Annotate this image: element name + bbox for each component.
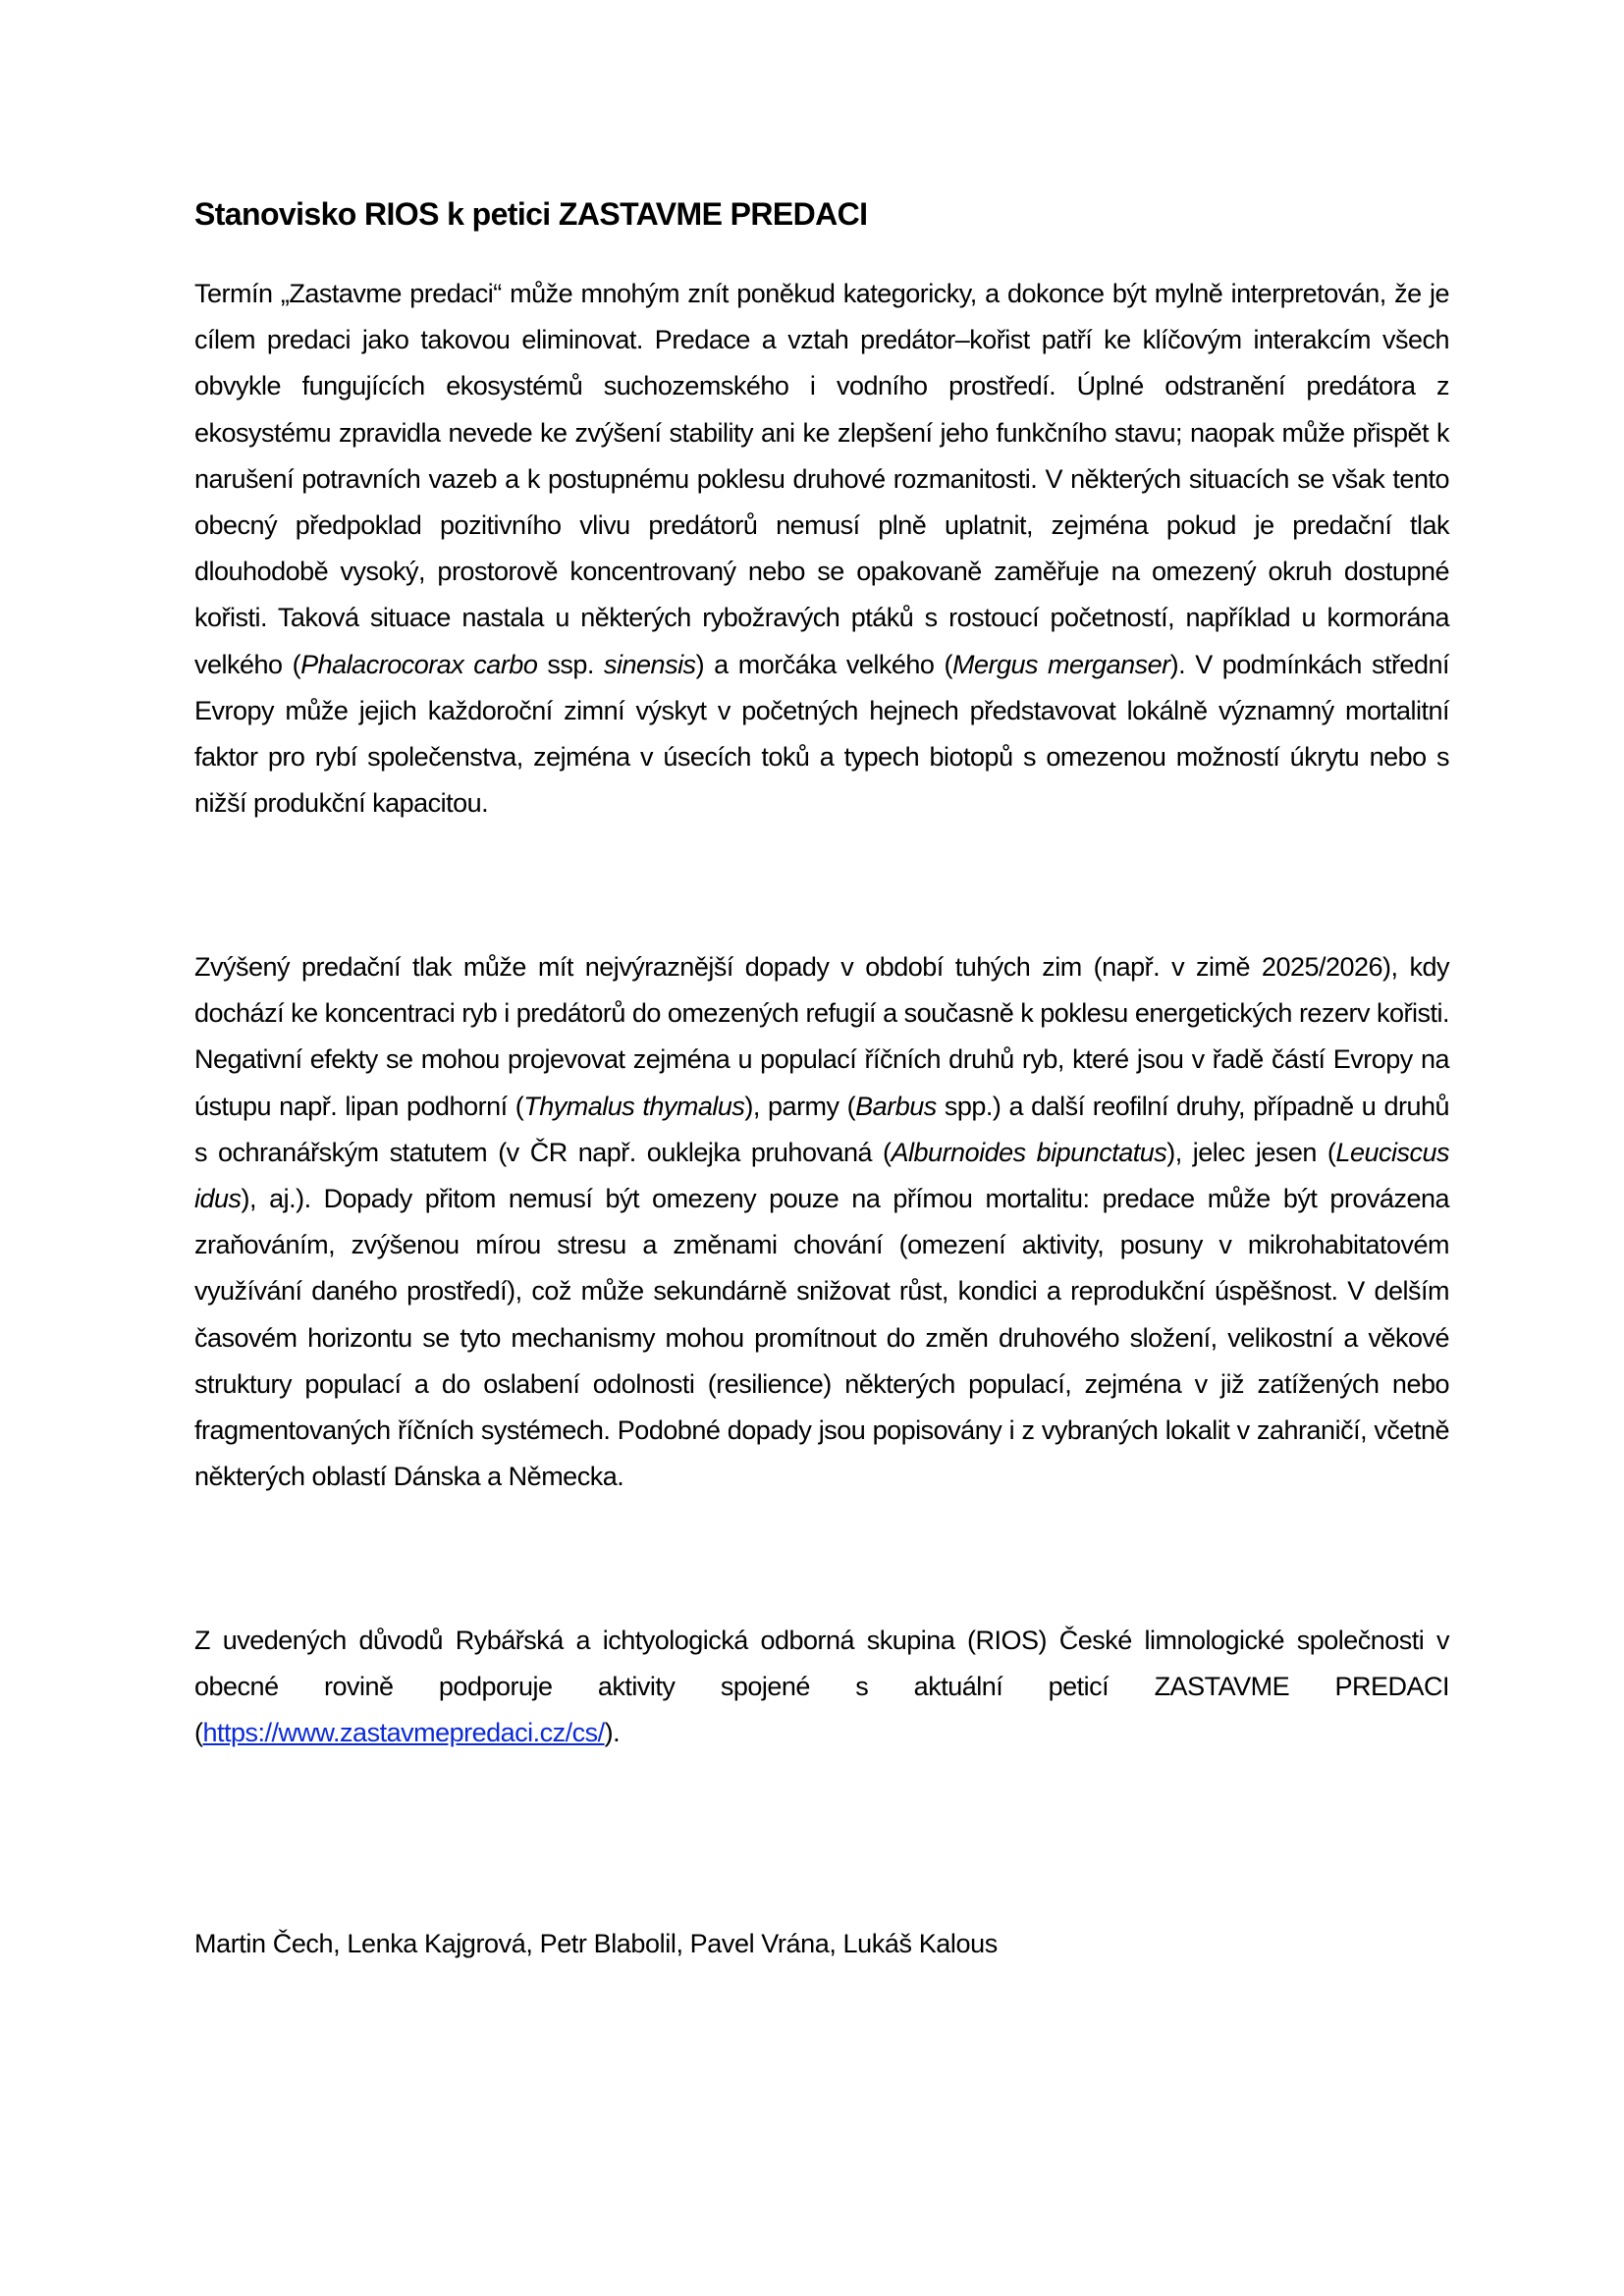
species-name: Barbus xyxy=(855,1091,937,1121)
paragraph-text: ), jelec jesen ( xyxy=(1166,1137,1336,1167)
paragraph-text: ), parmy ( xyxy=(744,1091,856,1121)
paragraph-conclusion xyxy=(194,1618,1449,1757)
species-name: Thymalus thymalus xyxy=(523,1091,745,1121)
petition-link[interactable]: https://www.zastavmepredaci.cz/cs/ xyxy=(202,1718,605,1748)
conclusion-text-end: ). xyxy=(604,1718,621,1748)
paragraph-text: ). V podmínkách střední Evropy může jejich každoroční zimní výskyt v početných hejnech představovat lokálně významný mortalitní faktor pro rybí společenstva, zejména v úsecích toků a typech biotopů s omezenou možností úkrytu nebo s nižší produkční kapacitou. xyxy=(194,649,1449,819)
paragraph-text: Termín „Zastavme predaci“ může mnohým znít poněkud kategoricky, a dokonce být mylně interpretován, že je cílem predaci jako takovou eliminovat. Predace a vztah predátor–kořist patří ke klíčovým interakcím všech obvykle fungujících ekosystémů suchozemského i vodního prostředí. Úplné odstranění predátora z ekosystému zpravidla nevede ke zvýšení stability ani ke zlepšení jeho funkčního stavu; naopak může přispět k narušení potravních vazeb a k postupnému poklesu druhové rozmanitosti. V některých situacích se však tento obecný předpoklad pozitivního vlivu predátorů nemusí plně uplatnit, zejména pokud je predační tlak dlouhodobě vysoký, prostorově koncentrovaný nebo se opakovaně zaměřuje na omezený okruh dostupné kořisti. Taková situace nastala u některých rybožravých ptáků s rostoucí početností, například u kormorána velkého ( xyxy=(194,279,1449,679)
authors-line: Martin Čech, Lenka Kajgrová, Petr Blabolil, Pavel Vrána, Lukáš Kalous xyxy=(194,1929,998,1958)
paragraph-intro xyxy=(194,271,1449,827)
species-name: sinensis xyxy=(604,649,696,679)
paragraph-text: ), aj.). Dopady přitom nemusí být omezeny pouze na přímou mortalitu: predace může být provázena zraňováním, zvýšenou mírou stresu a změnami chování (omezení aktivity, posuny v mikrohabitatovém využívání daného prostředí), což může sekundárně snižovat růst, kondici a reprodukční úspěšnost. V delším časovém horizontu se tyto mechanismy mohou promítnout do změn druhového složení, velikostní a věkové struktury populací a do oslabení odolnosti (resilience) některých populací, zejména v již zatížených nebo fragmentovaných říčních systémech. Podobné dopady jsou popisovány i z vybraných lokalit v zahraničí, včetně některých oblastí Dánska a Německa. xyxy=(194,1184,1449,1492)
document-title: Stanovisko RIOS k petici ZASTAVME PREDACI xyxy=(194,196,868,232)
species-name: Leuciscus idus xyxy=(194,1137,1449,1214)
paragraph-text: ) a morčáka velkého ( xyxy=(695,649,952,679)
paragraph-impacts xyxy=(194,944,1449,1500)
conclusion-text: Z uvedených důvodů Rybářská a ichtyologická odborná skupina (RIOS) České limnologické společnosti v obecné rovině podporuje aktivity spojené s aktuální peticí ZASTAVME PREDACI ( xyxy=(194,1626,1449,1748)
species-name: Phalacrocorax carbo xyxy=(300,649,538,679)
paragraph-text: ssp. xyxy=(537,649,605,679)
paragraph-text: Zvýšený predační tlak může mít nejvýraznější dopady v období tuhých zim (např. v zimě 2025/2026), kdy dochází ke koncentraci ryb i predátorů do omezených refugií a současně k poklesu energetických rezerv kořisti. Negativní efekty se mohou projevovat zejména u populací říčních druhů ryb, které jsou v řadě částí Evropy na ústupu např. lipan podhorní ( xyxy=(194,952,1449,1121)
paragraph-text: spp.) a další reofilní druhy, případně u druhů s ochranářským statutem (v ČR např. ouklejka pruhovaná ( xyxy=(194,1091,1449,1167)
species-name: Mergus merganser xyxy=(951,649,1170,679)
species-name: Alburnoides bipunctatus xyxy=(891,1137,1167,1167)
